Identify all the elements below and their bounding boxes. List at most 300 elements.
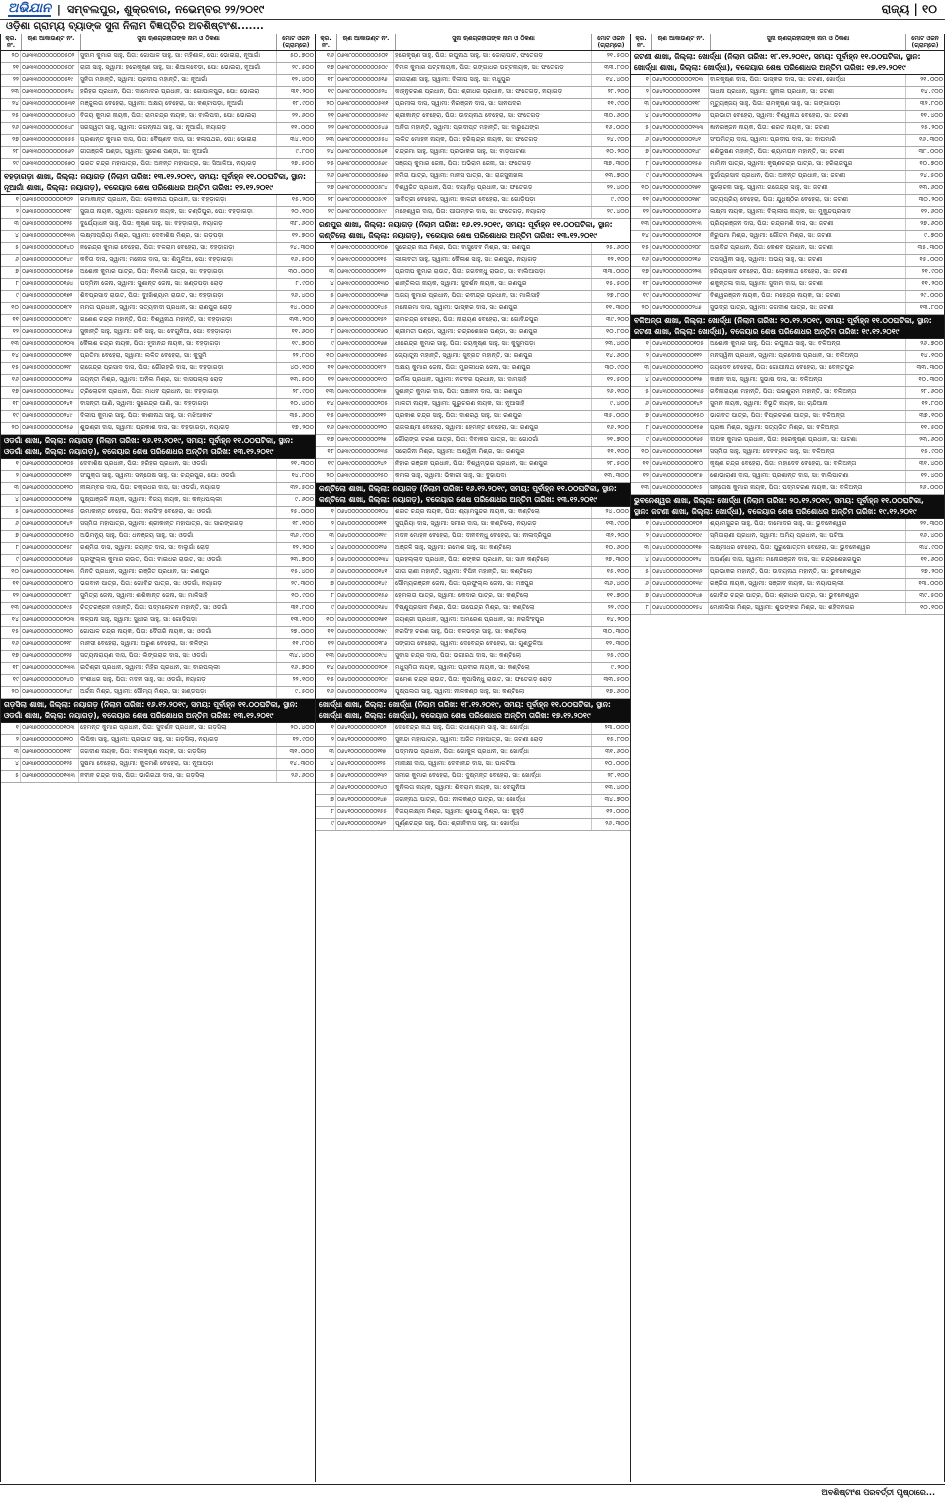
cell-weight: ୨୭.୬୦୦ bbox=[920, 220, 943, 227]
cell-weight: ୩୩.୩୦୦ bbox=[916, 364, 943, 371]
table-row bbox=[316, 447, 630, 459]
cell-serial: ୭ bbox=[631, 411, 651, 422]
cell-account: ୦୬୩୯୦୦୦୦୦୦୦୧୩୭ bbox=[336, 291, 394, 302]
table-row bbox=[1, 567, 315, 579]
cell-account: ୦୬୩୯୦୦୦୦୦୦୦୧୮୨ bbox=[336, 363, 394, 374]
cell-account: ୦୬୪୦୦୦୦୦୦୦୦୧୭୧ bbox=[336, 615, 394, 626]
cell-serial: ୨୩ bbox=[316, 135, 336, 146]
cell-borrower: ଚନ୍ଦ୍ରମା ସାହୁ, ସ୍ୱାମୀ: ପ୍ରଭାକର ସାହୁ, ସା: ବାଡ଼ପାଟଣା bbox=[394, 147, 592, 158]
cell-borrower: ବିମଳ କୁମାର ପଟ୍ଟନାୟକ, ପିତା: ଗଙ୍ଗାଧର ପଟ୍ଟନାୟକ, ସା: ଫତେଗଡ଼ bbox=[394, 63, 592, 74]
table-row bbox=[316, 51, 630, 63]
cell-weight: ୧୦.୧୦୦ bbox=[920, 604, 943, 611]
cell-borrower: ଉର୍ମିଳା ପ୍ରଧାନ, ସ୍ୱାମୀ: ନଟବର ପ୍ରଧାନ, ସା: ଦାମସାହି bbox=[394, 375, 592, 386]
cell-weight: ୩୦.୨୦୦ bbox=[918, 196, 943, 203]
cell-account: ୦୬୩୮୦୦୦୦୦୦୦୫୩୯ bbox=[336, 111, 394, 122]
cell-serial: ୨୮ bbox=[1, 147, 21, 158]
cell-serial: ୫ bbox=[316, 291, 336, 302]
cell-weight: ୨୯.୪୦୦ bbox=[606, 208, 629, 215]
cell-weight: ୩୦.୬୦୦ bbox=[603, 112, 629, 119]
header-account: ଋଣ ଆକାଉଣ୍ଟ ନଂ. bbox=[22, 34, 81, 50]
cell-account: ୦୬୩୬୦୦୦୦୦୦୦୧୮୮ bbox=[21, 591, 79, 602]
cell-account: ୦୬୩୯୦୦୦୦୦୦୦୨୨୦ bbox=[336, 423, 394, 434]
cell-serial: ୧୧ bbox=[1, 315, 21, 326]
cell-serial: ୧୬ bbox=[631, 255, 651, 266]
table-row bbox=[1, 75, 315, 87]
notice-column bbox=[315, 34, 630, 1482]
newspaper-logo: ଅଭିଯାନ bbox=[8, 1, 51, 16]
table-row bbox=[631, 99, 944, 111]
cell-account: ୦୬୩୮୦୦୦୦୦୦୦୫୦୧ bbox=[336, 51, 394, 62]
cell-serial: ୧୬ bbox=[316, 423, 336, 434]
cell-serial: ୨୩ bbox=[1, 87, 21, 98]
cell-borrower: ନୀଳାମ୍ବର ଦାସ, ପିତା: ଚକ୍ରଧର ଦାସ, ସା: ଓଡଗାଁ, ନୟାଗଡ଼ bbox=[79, 483, 277, 494]
cell-serial: ୯ bbox=[1, 555, 21, 566]
table-row bbox=[631, 267, 944, 279]
cell-account: ୦୬୩୩୦୦୦୦୦୦୦୫୪୮ bbox=[21, 123, 79, 134]
cell-borrower: ସଞ୍ଜୟ କୁମାର ଜେନା, ପିତା: ଅଭିରାମ ଜେନା, ସା: ଫତେଗଡ଼ bbox=[394, 159, 592, 170]
cell-borrower: ପ୍ରମୀଳା ଦାସ, ସ୍ୱାମୀ: ନିରଞ୍ଜନ ଦାସ, ସା: ସାନପଦର bbox=[394, 99, 592, 110]
cell-borrower: ଅଞ୍ଜଳି ସାହୁ, ସ୍ୱାମୀ: ରମେଶ ସାହୁ, ସା: କଣ୍ଟିଲୋ bbox=[394, 543, 592, 554]
cell-borrower: ଶ୍ରୀମତୀ ପଣ୍ଡା, ସ୍ୱାମୀ: ଚନ୍ଦ୍ରଶେଖର ପଣ୍ଡା, ସା: ରଣପୁର bbox=[394, 327, 592, 338]
cell-borrower: ବିଶ୍ୱଜିତ ପ୍ରଧାନ, ପିତା: ଦୟାନିଧି ପ୍ରଧାନ, ସା: ଫତେଗଡ଼ bbox=[394, 183, 592, 194]
cell-weight: ୧୪.୦୦୦ bbox=[290, 304, 314, 311]
cell-account: ୦୬୩୬୦୦୦୦୦୦୦୧୨୭ bbox=[21, 495, 79, 506]
cell-borrower: ସୁପ୍ରିୟା ଦାସ, ସ୍ୱାମୀ: ସମୀର ଦାସ, ସା: କଣ୍ଟିଲୋ, ନୟାଗଡ଼ bbox=[394, 519, 592, 530]
cell-serial: ୧୯ bbox=[316, 459, 336, 470]
cell-borrower: ମନୋରମା ଦାସ, ସ୍ୱାମୀ: ଭାସ୍କର ଦାସ, ସା: ରଣପୁର bbox=[394, 303, 592, 314]
table-row bbox=[631, 423, 944, 435]
table-row bbox=[316, 543, 630, 555]
cell-borrower: ମାମିନୀ ପାତ୍ର, ସ୍ୱାମୀ: କୃଷ୍ଣଚନ୍ଦ୍ର ପାତ୍ର, ସା: ହରିରାଜପୁର bbox=[709, 159, 906, 170]
cell-serial: ୧୫ bbox=[1, 627, 21, 638]
cell-borrower: ପ୍ରଦୀପ କୁମାର ରାଉତ, ପିତା: ଜଗବନ୍ଧୁ ରାଉତ, ସା: ବାଲିଆପଡ଼ା bbox=[394, 267, 592, 278]
cell-borrower: କବିତା ଦାସ, ସ୍ୱାମୀ: ମନୋଜ ଦାସ, ସା: ଶିମୁଳିଆ, ପୋ: ବହଡ଼ାଗଡ଼ା bbox=[79, 255, 277, 266]
cell-serial: ୧୫ bbox=[1, 363, 21, 374]
cell-serial: ୯ bbox=[631, 435, 651, 446]
cell-weight: ୨୪.୯୦୦ bbox=[606, 136, 629, 143]
table-row bbox=[631, 195, 944, 207]
table-row bbox=[1, 135, 315, 147]
cell-serial: ୧୪ bbox=[1, 615, 21, 626]
notice-column bbox=[630, 34, 945, 1482]
table-row bbox=[316, 363, 630, 375]
table-row bbox=[631, 171, 944, 183]
cell-weight: ୯.୮୦୦ bbox=[295, 148, 314, 155]
dateline: ସମ୍ବଲପୁର, ଶୁକ୍ରବାର, ନଭେମ୍ବର ୨୨/୨୦୧୯ bbox=[66, 2, 265, 16]
table-row bbox=[316, 579, 630, 591]
cell-borrower: ମହେଶ୍ୱର ଦାସ, ପିତା: ପୀତାମ୍ବର ଦାସ, ସା: ଫତେଗଡ଼, ନୟାଗଡ଼ bbox=[394, 207, 592, 218]
cell-borrower: ବଂଶୀଧର ସାହୁ, ପିତା: ମଦନ ସାହୁ, ସା: ଓଡଗାଁ, ନୟାଗଡ଼ bbox=[79, 675, 277, 686]
cell-account: ୦୬୩୫୦୦୦୦୦୦୦୧୪୯ bbox=[21, 255, 79, 266]
cell-weight: ୧୬.୩୦୦ bbox=[919, 136, 943, 143]
cell-weight: ୨୬.୬୦୦ bbox=[291, 772, 314, 779]
cell-weight: ୨୯.୫୦୦ bbox=[291, 64, 314, 71]
cell-weight: ୧୧.୨୦୦ bbox=[921, 280, 943, 287]
cell-serial: ୨ bbox=[316, 255, 336, 266]
cell-weight: ୨୭.୩୦୦ bbox=[605, 556, 629, 563]
table-row bbox=[316, 531, 630, 543]
cell-serial: ୭ bbox=[1, 267, 21, 278]
cell-serial: ୨୫ bbox=[316, 159, 336, 170]
cell-weight: ୨୧.୫୦୦ bbox=[606, 52, 629, 59]
cell-borrower: ସୌମ୍ୟରଞ୍ଜନ ଜେନା, ପିତା: ପ୍ରଫୁଲ୍ଲ ଜେନା, ସା: ମଞ୍ଚପୁର bbox=[394, 579, 592, 590]
cell-account: ୦୬୩୮୦୦୦୦୦୦୦୫୫୪ bbox=[336, 135, 394, 146]
cell-borrower: ମମତା ପ୍ରଧାନ, ସ୍ୱାମୀ: ସତ୍ୟବାଦୀ ପ୍ରଧାନ, ସା: ରାଣପୁର ରୋଡ଼ bbox=[79, 303, 277, 314]
cell-borrower: ସୁଶାନ୍ତ କୁମାର ଦାସ, ପିତା: ପଞ୍ଚାନନ ଦାସ, ସା: ରଣପୁର bbox=[394, 387, 592, 398]
cell-account: ୦୬୩୯୦୦୦୦୦୦୦୧୬୭ bbox=[336, 339, 394, 350]
table-row bbox=[316, 207, 630, 219]
notice-columns bbox=[0, 34, 945, 1482]
cell-borrower: ପ୍ରଭାକର ମହାନ୍ତି, ପିତା: ଉଦୟନାଥ ମହାନ୍ତି, ସା: ଭୁବନେଶ୍ୱର bbox=[709, 567, 906, 578]
cell-serial: ୩ bbox=[1, 483, 21, 494]
cell-account: ୦୬୩୯୦୦୦୦୦୦୦୨୩୫ bbox=[336, 447, 394, 458]
table-row bbox=[631, 387, 944, 399]
cell-account: ୦୬୩୮୦୦୦୦୦୦୦୫୭୬ bbox=[336, 171, 394, 182]
cell-weight: ୧୪.୬୦୦ bbox=[605, 352, 629, 359]
cell-account: ୦୬୩୭୦୦୦୦୦୦୦୧୨୫ bbox=[21, 759, 79, 770]
cell-borrower: ଶୋଭାରାଣୀ ଦାସ, ସ୍ୱାମୀ: ପ୍ରଶାନ୍ତ ଦାସ, ସା: ବାଲିପାଟଣା bbox=[709, 471, 906, 482]
cell-serial: ୨୭ bbox=[1, 135, 21, 146]
table-row bbox=[316, 375, 630, 387]
cell-serial: ୮ bbox=[316, 591, 336, 602]
cell-weight: ୧୬.୭୦୦ bbox=[291, 664, 314, 671]
masthead-separator: | bbox=[56, 3, 61, 16]
cell-borrower: ଶଶିଭୂଷଣ ମହାନ୍ତି, ପିତା: ଶ୍ୟାମଘନ ମହାନ୍ତି, ସା: ଜଟଣୀ bbox=[709, 147, 906, 158]
cell-account: ୦୬୩୯୦୦୦୦୦୦୦୧୦୭ bbox=[336, 243, 394, 254]
cell-serial: ୧୯ bbox=[1, 675, 21, 686]
cell-weight: ୨୪.୦୦୦ bbox=[605, 508, 629, 515]
cell-borrower: ଅକ୍ଷୟ କୁମାର ଜେନା, ପିତା: ମୁରଲୀଧର ଜେନା, ସା: ରଣପୁର bbox=[394, 363, 592, 374]
cell-serial: ୨ bbox=[631, 351, 651, 362]
cell-weight: ୧୪.୯୦୦ bbox=[920, 88, 943, 95]
cell-borrower: ସୁଦାମ କୁମାର ସାହୁ, ପିତା: ଗୋପାଳ ସାହୁ, ସା: ମହିଶାଳ, ପୋ: ଭୋଇରା, ନୂଆଗାଁ bbox=[79, 51, 277, 62]
cell-serial: ୫ bbox=[631, 123, 651, 134]
cell-serial: ୧୪ bbox=[316, 399, 336, 410]
cell-serial: ୧୬ bbox=[316, 51, 336, 62]
cell-serial: ୫ bbox=[316, 771, 336, 782]
cell-weight: ୧୬.୪୦୦ bbox=[919, 532, 943, 539]
table-row bbox=[631, 231, 944, 243]
cell-weight: ୧୨.୮୦୦ bbox=[921, 400, 943, 407]
header-weight: ମୋଟ ଓଜନ (ଗ୍ରାମ୍‌ରେ) bbox=[597, 35, 625, 49]
cell-borrower: କୃଷ୍ଣ ଚନ୍ଦ୍ର ବେହେରା, ପିତା: ମହାଦେବ ବେହେରା, ସା: ବଳିଅନ୍ତା bbox=[709, 459, 906, 470]
table-row bbox=[1, 687, 315, 699]
cell-borrower: ସରସ୍ୱତୀ ସାହୁ, ସ୍ୱାମୀ: ଜଗନ୍ନାଥ ସାହୁ, ସା: ନୂଆଗାଁ, ନୟାଗଡ଼ bbox=[79, 123, 277, 134]
cell-borrower: ସାଧନା ପ୍ରଧାନ, ସ୍ୱାମୀ: ସୁନୀଲ ପ୍ରଧାନ, ସା: ଜଟଣୀ bbox=[709, 87, 906, 98]
cell-borrower: ଅର୍ଚ୍ଚନା ମିଶ୍ର, ସ୍ୱାମୀ: ସୌମ୍ୟ ମିଶ୍ର, ସା: ଖଣ୍ଡପଡ଼ା bbox=[79, 687, 277, 698]
table-row bbox=[316, 687, 630, 699]
cell-account: ୦୬୪୦୦୦୦୦୦୦୦୨୦୧ bbox=[336, 663, 394, 674]
cell-account: ୦୬୪୨୦୦୦୦୦୦୦୧୭୧ bbox=[651, 183, 709, 194]
table-row bbox=[1, 207, 315, 219]
header-name: ସୁନା ଋଣଗ୍ରହୀତାଙ୍କ ନାମ ଓ ଠିକଣା bbox=[81, 34, 277, 50]
cell-weight: ୧୫.୧୦୦ bbox=[606, 568, 629, 575]
table-row bbox=[316, 387, 630, 399]
cell-account: ୦୬୩୯୦୦୦୦୦୦୦୨୦୫ bbox=[336, 399, 394, 410]
cell-weight: ୨୮.୨୦୦ bbox=[607, 88, 629, 95]
branch-auction-banner: ଓଡଗାଁ ଶାଖା, ଜିଲ୍ଲା: ନୟାଗଡ଼ (ନିଲାମ ତାରିଖ: ୧୬.୧୨.୨୦୧୯, ସମୟ: ପୂର୍ବାହ୍ନ ୧୧.୦୦ଘଟିକା, ସ୍ଥାନ: ଓଡଗାଁ ଶାଖା, ଜିଲ୍ଲା: ନୟାଗଡ଼), ବକେୟାର ଶେଷ ପରିଶୋଧର ଅନ୍ତିମ ତାରିଖ: ୧୩.୧୨.୨୦୧୯ bbox=[1, 435, 315, 459]
cell-account: ୦୬୪୧୦୦୦୦୦୦୦୧୩୨ bbox=[336, 771, 394, 782]
table-row bbox=[316, 663, 630, 675]
cell-serial: ୪ bbox=[631, 555, 651, 566]
cell-weight: ୩୫.୬୦୦ bbox=[289, 412, 314, 419]
cell-weight: ୩୩.୮୦୦ bbox=[604, 64, 629, 71]
table-row bbox=[1, 471, 315, 483]
cell-serial: ୨୪ bbox=[316, 147, 336, 158]
table-row bbox=[316, 267, 630, 279]
cell-borrower: ସୁନନ୍ଦା ମହାପାତ୍ର, ସ୍ୱାମୀ: ଅଜିତ ମହାପାତ୍ର, ସା: ଜଟଣୀ ରୋଡ଼ bbox=[394, 735, 592, 746]
cell-weight: ୩୪.୪୦୦ bbox=[289, 652, 314, 659]
table-row bbox=[316, 735, 630, 747]
cell-account: ୦୬୪୨୦୦୦୦୦୦୦୨୪୬ bbox=[651, 303, 709, 314]
cell-account: ୦୬୩୬୦୦୦୦୦୦୦୨୦୩ bbox=[21, 615, 79, 626]
cell-weight: ୧୦.୩୦୦ bbox=[918, 376, 943, 383]
cell-serial: ୧୨ bbox=[1, 327, 21, 338]
cell-serial: ୪ bbox=[1, 495, 21, 506]
cell-weight: ୧୧.୬୦୦ bbox=[291, 328, 314, 335]
cell-serial: ୨ bbox=[316, 735, 336, 746]
table-row bbox=[1, 123, 315, 135]
cell-account: ୦୬୩୯୦୦୦୦୦୦୦୧୧୫ bbox=[336, 255, 394, 266]
table-row bbox=[1, 219, 315, 231]
branch-auction-banner: ଭୁବନେଶ୍ୱର ଶାଖା, ଜିଲ୍ଲା: ଖୋର୍ଦ୍ଧା (ନିଲାମ ତାରିଖ: ୨୦.୧୨.୨୦୧୯, ସମୟ: ପୂର୍ବାହ୍ନ ୧୧.୦୦ଘଟିକା, ସ୍ଥାନ: ଜଟଣୀ ଶାଖା, ଜିଲ୍ଲା: ଖୋର୍ଦ୍ଧା), ବକେୟାର ଶେଷ ପରିଶୋଧର ଅନ୍ତିମ ତାରିଖ: ୧୯.୧୨.୨୦୧୯ bbox=[631, 495, 944, 519]
cell-borrower: ଶ୍ରୀକାନ୍ତ ବେହେରା, ପିତା: ଉଦୟନାଥ ବେହେରା, ସା: ଫତେଗଡ଼ bbox=[394, 111, 592, 122]
cell-weight: ୧୨.୩୦୦ bbox=[605, 640, 629, 647]
cell-account: ୦୬୩୯୦୦୦୦୦୦୦୨୧୨ bbox=[336, 411, 394, 422]
cell-account: ୦୬୩୫୦୦୦୦୦୦୦୨୪୧ bbox=[21, 399, 79, 410]
cell-serial: ୩ bbox=[316, 531, 336, 542]
cell-weight: ୧୧.୧୦୦ bbox=[607, 448, 629, 455]
cell-serial: ୫ bbox=[1, 243, 21, 254]
cell-borrower: ନିରୁପମା ମିଶ୍ର, ସ୍ୱାମୀ: ଗୌତମ ମିଶ୍ର, ସା: ଜଟଣୀ bbox=[709, 231, 906, 242]
cell-account: ୦୬୪୩୦୦୦୦୦୦୦୧୮୦ bbox=[651, 459, 709, 470]
cell-weight: ୮.୯୦୦ bbox=[295, 280, 314, 287]
table-row bbox=[316, 423, 630, 435]
cell-serial: ୧୮ bbox=[316, 447, 336, 458]
cell-borrower: ଲକ୍ଷ୍ମୀପ୍ରିୟା ମିଶ୍ର, ସ୍ୱାମୀ: ଦେବାଶିଷ ମିଶ୍ର, ସା: ଗଡ଼ପଡ଼ା bbox=[79, 231, 277, 242]
cell-weight: ୧୩.୫୦୦ bbox=[290, 376, 314, 383]
cell-borrower: ଜ୍ୟୋତ୍ସ୍ନା ମହାନ୍ତି, ସ୍ୱାମୀ: ସୁବ୍ରତ ମହାନ୍ତି, ସା: ରଣପୁର bbox=[394, 351, 592, 362]
table-row bbox=[316, 399, 630, 411]
cell-borrower: ରମାକାନ୍ତ ପ୍ରଧାନ, ପିତା: ଲୋକନାଥ ପ୍ରଧାନ, ସା: ବହଡ଼ାଗଡ଼ା bbox=[79, 195, 277, 206]
cell-serial: ୧୧ bbox=[631, 195, 651, 206]
cell-weight: ୧୪.୨୦୦ bbox=[606, 616, 629, 623]
branch-auction-banner: ବଳିଅନ୍ତା ଶାଖା, ଜିଲ୍ଲା: ଖୋର୍ଦ୍ଧା (ନିଲାମ ତାରିଖ: ୨୦.୧୨.୨୦୧୯, ସମୟ: ପୂର୍ବାହ୍ନ ୧୧.୦୦ଘଟିକା, ସ୍ଥାନ: ଜଟଣୀ ଶାଖା, ଜିଲ୍ଲା: ଖୋର୍ଦ୍ଧା), ବକେୟାର ଶେଷ ପରିଶୋଧର ଅନ୍ତିମ ତାରିଖ: ୧୯.୧୨.୨୦୧୯ bbox=[631, 315, 944, 339]
table-row bbox=[316, 795, 630, 807]
cell-serial: ୧୦ bbox=[1, 567, 21, 578]
cell-weight: ୧୮.୧୦୦ bbox=[292, 520, 314, 527]
table-row bbox=[1, 507, 315, 519]
cell-borrower: ଅଭିମନ୍ୟୁ ସାହୁ, ପିତା: ଧନଞ୍ଜୟ ସାହୁ, ସା: ଓଡଗାଁ bbox=[79, 531, 277, 542]
cell-serial: ୧୧ bbox=[316, 363, 336, 374]
cell-weight: ୨୬.୧୦୦ bbox=[606, 388, 629, 395]
cell-serial: ୮ bbox=[316, 807, 336, 818]
cell-serial: ୪ bbox=[1, 231, 21, 242]
cell-serial: ୨୮ bbox=[316, 195, 336, 206]
cell-serial: ୩ bbox=[631, 99, 651, 110]
table-row bbox=[1, 243, 315, 255]
cell-weight: ୨୮.୫୦୦ bbox=[606, 460, 629, 467]
cell-weight: ୧୨.୨୦୦ bbox=[292, 544, 314, 551]
header-account: ଋଣ ଆକାଉଣ୍ଟ ନଂ. bbox=[337, 34, 396, 50]
cell-borrower: ଭଗବାନ ପାତ୍ର, ପିତା: ଗୋବିନ୍ଦ ପାତ୍ର, ସା: ଓଡଗାଁ, ନୟାଗଡ଼ bbox=[79, 579, 277, 590]
table-row bbox=[631, 531, 944, 543]
cell-weight: ୧୮.୯୦୦ bbox=[292, 100, 314, 107]
cell-serial: ୬ bbox=[631, 135, 651, 146]
cell-account: ୦୬୩୫୦୦୦୦୦୦୦୨୩୪ bbox=[21, 387, 79, 398]
cell-weight: ୩୮.୦୦୦ bbox=[918, 148, 943, 155]
header-sl: କ୍ର. ନଂ. bbox=[631, 34, 652, 50]
cell-serial: ୫ bbox=[316, 555, 336, 566]
table-row bbox=[631, 339, 944, 351]
cell-serial: ୨୭ bbox=[316, 183, 336, 194]
table-row bbox=[316, 123, 630, 135]
cell-weight: ୩୪.୯୦୦ bbox=[919, 544, 943, 551]
cell-account: ୦୬୩୫୦୦୦୦୦୦୦୧୨୫ bbox=[21, 219, 79, 230]
table-row bbox=[1, 459, 315, 471]
cell-weight: ୧୫.୮୦୦ bbox=[606, 736, 629, 743]
cell-weight: ୨୭.୫୦୦ bbox=[291, 160, 314, 167]
cell-weight: ୨୩.୪୦୦ bbox=[605, 340, 629, 347]
table-row bbox=[1, 555, 315, 567]
table-row bbox=[1, 327, 315, 339]
header-sl: କ୍ର. ନଂ. bbox=[1, 34, 22, 50]
cell-serial: ୫ bbox=[631, 387, 651, 398]
cell-weight: ୨୬.୦୦୦ bbox=[919, 484, 943, 491]
cell-borrower: ଶରତ ଚନ୍ଦ୍ର ନାୟକ, ପିତା: ଶ୍ୟାମସୁନ୍ଦର ନାୟକ, ସା: କଣ୍ଟିଲୋ bbox=[394, 507, 592, 518]
table-row bbox=[631, 555, 944, 567]
cell-borrower: ଅନିତା ମହାନ୍ତି, ସ୍ୱାମୀ: ପ୍ରଦୀପ୍ତ ମହାନ୍ତି, ସା: ଦାରୁଥେଙ୍ଗ bbox=[394, 123, 592, 134]
cell-account: ୦୬୪୧୦୦୦୦୦୦୦୧୧୭ bbox=[336, 747, 394, 758]
cell-weight: ୩୫.୩୦୦ bbox=[917, 244, 943, 251]
cell-borrower: ଅପର୍ଣ୍ଣା ଦାସ, ସ୍ୱାମୀ: ମନୋରଞ୍ଜନ ଦାସ, ସା: ଚନ୍ଦ୍ରଶେଖରପୁର bbox=[709, 555, 906, 566]
table-row bbox=[631, 519, 944, 531]
cell-account: ୦୬୪୨୦୦୦୦୦୦୦୧୬୩ bbox=[651, 171, 709, 182]
cell-account: ୦୬୪୨୦୦୦୦୦୦୦୨୧୬ bbox=[651, 255, 709, 266]
cell-account: ୦୬୩୯୦୦୦୦୦୦୦୧୬୦ bbox=[336, 327, 394, 338]
cell-weight: ୩୦.୩୦୦ bbox=[602, 628, 629, 635]
cell-serial: ୨୯ bbox=[316, 207, 336, 218]
cell-borrower: ଶକୁନ୍ତଳା ଦାସ, ସ୍ୱାମୀ: ସୁଦାମ ଦାସ, ସା: ଜଟଣୀ bbox=[709, 279, 906, 290]
cell-account: ୦୬୩୩୦୦୦୦୦୦୦୫୫୫ bbox=[21, 135, 79, 146]
cell-account: ୦୬୪୩୦୦୦୦୦୦୦୧୭୨ bbox=[651, 447, 709, 458]
cell-account: ୦୬୪୪୦୦୦୦୦୦୦୧୦୯ bbox=[651, 531, 709, 542]
cell-borrower: ପ୍ରଶାନ୍ତ କୁମାର ଦାସ, ପିତା: ବୈଷ୍ଣବ ଦାସ, ସା: କଳାପଥର, ପୋ: ଭୋଇରା bbox=[79, 135, 277, 146]
cell-account: ୦୬୩୬୦୦୦୦୦୦୦୨୧୦ bbox=[21, 627, 79, 638]
table-row bbox=[316, 771, 630, 783]
cell-weight: ୧୦.୯୦୦ bbox=[291, 592, 314, 599]
cell-serial: ୧୭ bbox=[1, 387, 21, 398]
cell-serial: ୧୯ bbox=[316, 87, 336, 98]
cell-weight: ୩୮.୬୦୦ bbox=[290, 220, 314, 227]
cell-weight: ୨୩.୬୦୦ bbox=[919, 436, 943, 443]
cell-borrower: ଜଗଦୀଶ ନାୟକ, ପିତା: ବାଳକୃଷ୍ଣ ନାୟକ, ସା: ଗଡ଼ସିଲା bbox=[79, 747, 277, 758]
table-row bbox=[316, 135, 630, 147]
table-row bbox=[1, 675, 315, 687]
table-row bbox=[1, 723, 315, 735]
table-row bbox=[631, 579, 944, 591]
table-row bbox=[316, 603, 630, 615]
cell-borrower: ସୁଷମା ବେହେରା, ସ୍ୱାମୀ: କୁଳମଣି ବେହେରା, ସା: ନୂଆପଡ଼ା bbox=[79, 759, 277, 770]
cell-weight: ୨୨.୮୦୦ bbox=[292, 352, 314, 359]
cell-serial: ୪ bbox=[631, 111, 651, 122]
cell-weight: ୧୭.୬୦୦ bbox=[606, 688, 629, 695]
cell-serial: ୧୨ bbox=[1, 591, 21, 602]
cell-account: ୦୬୩୬୦୦୦୦୦୦୦୧୫୮ bbox=[21, 543, 79, 554]
cell-account: ୦୬୩୫୦୦୦୦୦୦୦୧୩୩ bbox=[21, 231, 79, 242]
cell-serial: ୧୩ bbox=[1, 339, 21, 350]
table-row bbox=[1, 759, 315, 771]
cell-account: ୦୬୩୫୦୦୦୦୦୦୦୧୧୮ bbox=[21, 207, 79, 218]
cell-borrower: ମଞ୍ଜୁଲତା ବେହେରା, ସ୍ୱାମୀ: ଅକ୍ଷୟ ବେହେରା, ସା: କଣ୍ଟାପଡ଼ା, ନୂଆଗାଁ bbox=[79, 99, 277, 110]
table-row bbox=[1, 771, 315, 783]
cell-account: ୦୬୪୦୦୦୦୦୦୦୦୧୨୬ bbox=[336, 543, 394, 554]
table-row bbox=[631, 291, 944, 303]
cell-serial: ୮ bbox=[631, 423, 651, 434]
cell-account: ୦୬୩୯୦୦୦୦୦୦୦୨୨୭ bbox=[336, 435, 394, 446]
cell-serial: ୨୨ bbox=[316, 123, 336, 134]
table-row bbox=[1, 375, 315, 387]
table-row bbox=[316, 435, 630, 447]
table-row bbox=[316, 351, 630, 363]
cell-account: ୦୬୪୦୦୦୦୦୦୦୦୧୪୯ bbox=[336, 579, 394, 590]
cell-weight: ୨୭.୨୦୦ bbox=[921, 568, 943, 575]
cell-borrower: ପ୍ରତିମା ବେହେରା, ସ୍ୱାମୀ: ଲଳିତ ବେହେରା, ସା: କୁସୁମି bbox=[79, 351, 277, 362]
cell-weight: ୨୫.୯୦୦ bbox=[606, 652, 629, 659]
cell-borrower: ଲୀଳାବତୀ ସାହୁ, ସ୍ୱାମୀ: କୈଳାଶ ସାହୁ, ସା: ରଣପୁର, ନୟାଗଡ଼ bbox=[394, 255, 592, 266]
cell-account: ୦୬୩୮୦୦୦୦୦୦୦୫୬୯ bbox=[336, 159, 394, 170]
cell-account: ୦୬୩୩୦୦୦୦୦୦୦୫୭୦ bbox=[21, 159, 79, 170]
cell-account: ୦୬୩୯୦୦୦୦୦୦୦୧୨୨ bbox=[336, 267, 394, 278]
cell-account: ୦୬୪୪୦୦୦୦୦୦୦୧୧୭ bbox=[651, 543, 709, 554]
cell-account: ୦୬୪୩୦୦୦୦୦୦୦୧୪୨ bbox=[651, 399, 709, 410]
page-section-label: ରାଜ୍ୟ | ୧୦ bbox=[881, 2, 937, 16]
cell-serial: ୮ bbox=[631, 159, 651, 170]
cell-borrower: ପ୍ରଭାତୀ ବେହେରା, ସ୍ୱାମୀ: ବିଶ୍ୱନାଥ ବେହେରା, ସା: ଜଟଣୀ bbox=[709, 111, 906, 122]
branch-auction-banner: ଜଟଣୀ ଶାଖା, ଜିଲ୍ଲା: ଖୋର୍ଦ୍ଧା (ନିଲାମ ତାରିଖ: ୧୮.୧୨.୨୦୧୯, ସମୟ: ପୂର୍ବାହ୍ନ ୧୧.୦୦ଘଟିକା, ସ୍ଥାନ: ଖୋର୍ଦ୍ଧା ଶାଖା, ଜିଲ୍ଲା: ଖୋର୍ଦ୍ଧା), ବକେୟାର ଶେଷ ପରିଶୋଧର ଅନ୍ତିମ ତାରିଖ: ୧୭.୧୨.୨୦୧୯ bbox=[631, 51, 944, 75]
cell-account: ୦୬୪୨୦୦୦୦୦୦୦୧୪୧ bbox=[651, 135, 709, 146]
header-weight: ମୋଟ ଓଜନ (ଗ୍ରାମ୍‌ରେ) bbox=[282, 35, 310, 49]
cell-borrower: ମନସ୍ୱିନୀ ପ୍ରଧାନ, ସ୍ୱାମୀ: ପ୍ରଦୋଷ ପ୍ରଧାନ, ସା: ବଳିଅନ୍ତା bbox=[709, 351, 906, 362]
cell-account: ୦୬୩୯୦୦୦୦୦୦୦୧୩୦ bbox=[336, 279, 394, 290]
cell-account: ୦୬୩୮୦୦୦୦୦୦୦୫୯୯ bbox=[336, 207, 394, 218]
cell-weight: ୧୬.୦୦୦ bbox=[605, 124, 629, 131]
cell-serial: ୧୦ bbox=[1, 303, 21, 314]
cell-account: ୦୬୩୬୦୦୦୦୦୦୦୧୪୨ bbox=[21, 519, 79, 530]
cell-borrower: ମିନତି ପ୍ରଧାନ, ସ୍ୱାମୀ: ରଞ୍ଜିତ ପ୍ରଧାନ, ସା: ରଣପୁର bbox=[79, 567, 277, 578]
table-row bbox=[631, 183, 944, 195]
cell-borrower: ସଂଯୁକ୍ତା ସାହୁ, ସ୍ୱାମୀ: ସନ୍ତୋଷ ସାହୁ, ସା: ଚନ୍ଦ୍ରପୁର, ପୋ: ଓଡଗାଁ bbox=[79, 471, 277, 482]
cell-borrower: ସୁବାସ ଚନ୍ଦ୍ର ଦାସ, ପିତା: ଭଗୀରଥ ଦାସ, ସା: କଣ୍ଟିଲୋ bbox=[394, 651, 592, 662]
cell-serial: ୨ bbox=[1, 735, 21, 746]
table-row bbox=[631, 111, 944, 123]
cell-account: ୦୬୪୦୦୦୦୦୦୦୦୧୯୪ bbox=[336, 651, 394, 662]
cell-account: ୦୬୪୦୦୦୦୦୦୦୦୧୦୪ bbox=[336, 507, 394, 518]
cell-weight: ୨୮.୬୦୦ bbox=[920, 388, 943, 395]
cell-borrower: ଅରବିନ୍ଦ ପ୍ରଧାନ, ପିତା: କେଶବ ପ୍ରଧାନ, ସା: ଜଟଣୀ bbox=[709, 243, 906, 254]
cell-account: ୦୬୪୩୦୦୦୦୦୦୦୧୯୫ bbox=[651, 483, 709, 494]
cell-weight: ୩୦.୦୦୦ bbox=[288, 268, 314, 275]
cell-account: ୦୬୩୯୦୦୦୦୦୦୦୧୯୭ bbox=[336, 387, 394, 398]
table-row bbox=[316, 291, 630, 303]
cell-account: ୦୬୩୫୦୦୦୦୦୦୦୨୪୯ bbox=[21, 411, 79, 422]
cell-weight: ୧୩.୦୦୦ bbox=[918, 580, 943, 587]
cell-serial: ୧ bbox=[1, 195, 21, 206]
table-row bbox=[1, 735, 315, 747]
cell-serial: ୧୧ bbox=[631, 459, 651, 470]
cell-borrower: ସୁମନ ନାୟକ, ସ୍ୱାମୀ: ବିଭୂତି ନାୟକ, ସା: ଚାନ୍ଦିଆନା bbox=[709, 399, 906, 410]
cell-borrower: ଶୁଭଶ୍ରୀ ଦାସ, ସ୍ୱାମୀ: ପ୍ରକାଶ ଦାସ, ସା: ବହଡ଼ାଗଡ଼ା, ନୟାଗଡ଼ bbox=[79, 423, 277, 434]
